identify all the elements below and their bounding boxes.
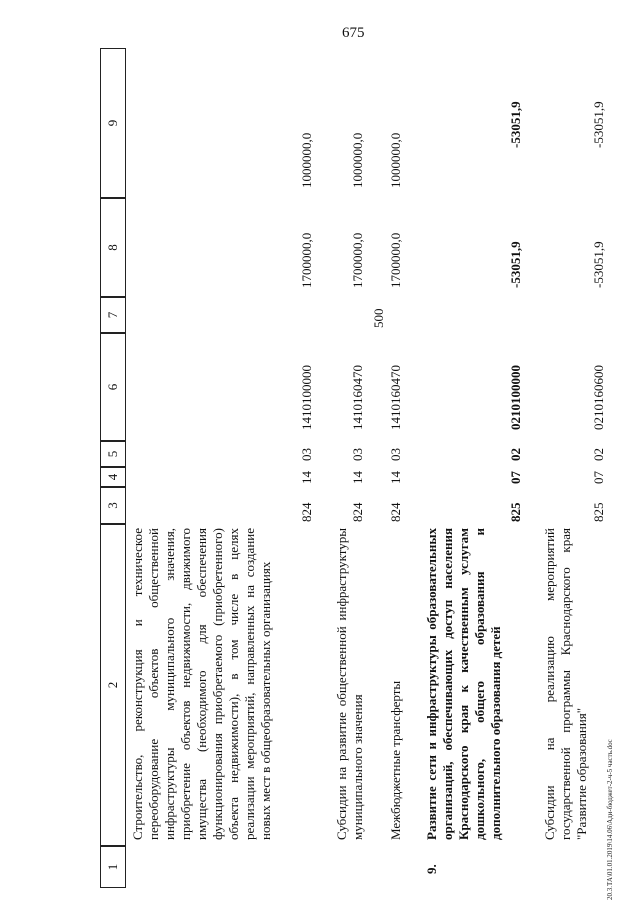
page-number: 675 xyxy=(342,25,365,41)
row-2-c3: 824 xyxy=(350,502,365,522)
row-1-c3: 824 xyxy=(299,502,314,522)
row-3-c5: 03 xyxy=(388,448,403,461)
row-3-c3: 824 xyxy=(388,502,403,522)
row-4-num: 9. xyxy=(424,864,439,874)
row-4-c5: 02 xyxy=(508,448,523,461)
row-1-name: Строительство, реконструкция и техническое переоборудование объектов общественной инфраструктуры муниципального значения, приобретение объектов недвижимости, движимого имущества (необходимого для обеспечения функционирования приобретаемого (приобретенного) объекта недвижимости), в том числе в целях реализации мероприятий, направленных на создание новых мест в общеобразовательных организациях xyxy=(130,528,273,840)
row-2-c6: 1410160470 xyxy=(350,365,365,430)
col-header-8: 8 xyxy=(100,198,126,297)
col-header-9: 9 xyxy=(100,48,126,198)
row-3-c7: 500 xyxy=(371,308,386,328)
row-1-c6: 1410100000 xyxy=(299,365,314,430)
row-3-c9: 1000000,0 xyxy=(388,132,403,188)
row-3-c8: 1700000,0 xyxy=(388,232,403,288)
col-header-6: 6 xyxy=(100,333,126,441)
row-4-c8: -53051,9 xyxy=(508,241,523,288)
row-3-c6: 1410160470 xyxy=(388,365,403,430)
row-1-c5: 03 xyxy=(299,448,314,461)
row-4-c3: 825 xyxy=(508,502,523,522)
col-header-3: 3 xyxy=(100,487,126,524)
row-2-c5: 03 xyxy=(350,448,365,461)
col-header-7: 7 xyxy=(100,297,126,333)
row-4-c4: 07 xyxy=(508,471,523,484)
col-header-1: 1 xyxy=(100,846,126,888)
col-header-4: 4 xyxy=(100,467,126,487)
row-2-c4: 14 xyxy=(350,471,365,484)
row-2-c8: 1700000,0 xyxy=(350,232,365,288)
row-4-name: Развитие сети и инфраструктуры образовательных организаций, обеспечивающих доступ населения Краснодарского края к качественным услугам дошкольного, общего образования и дополнительного образования детей xyxy=(424,528,503,840)
file-path-footer: 20.3.ТА\01.01.2019\14.06\Ади-бюджет-2-ч-5 часть.doc xyxy=(606,739,614,900)
row-3-c4: 14 xyxy=(388,471,403,484)
row-5-name: Субсидии на реализацию мероприятий государственной программы Краснодарского края "Развитие образования" xyxy=(542,528,589,840)
row-5-c9: -53051,9 xyxy=(591,101,606,148)
row-5-c8: -53051,9 xyxy=(591,241,606,288)
row-2-c9: 1000000,0 xyxy=(350,132,365,188)
row-1-c4: 14 xyxy=(299,471,314,484)
row-2-name: Субсидии на развитие общественной инфраструктуры муниципального значения xyxy=(334,528,365,840)
row-5-c6: 0210160600 xyxy=(591,365,606,430)
row-5-c4: 07 xyxy=(591,471,606,484)
row-1-c9: 1000000,0 xyxy=(299,132,314,188)
row-5-c5: 02 xyxy=(591,448,606,461)
budget-table xyxy=(100,48,610,888)
row-5-c3: 825 xyxy=(591,502,606,522)
row-4-c6: 0210100000 xyxy=(508,365,523,430)
row-1-c8: 1700000,0 xyxy=(299,232,314,288)
col-header-5: 5 xyxy=(100,441,126,467)
row-4-c9: -53051,9 xyxy=(508,101,523,148)
row-3-name: Межбюджетные трансферты xyxy=(388,680,403,840)
col-header-2: 2 xyxy=(100,524,126,846)
